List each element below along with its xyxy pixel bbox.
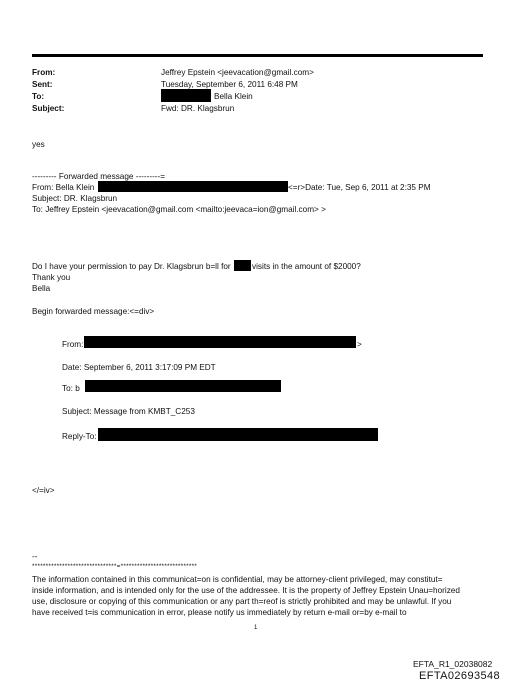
redaction-visits: [234, 260, 251, 271]
fwd-from-suffix: <=r>Date: Tue, Sep 6, 2011 at 2:35 PM: [288, 183, 431, 192]
redaction-inner-reply-to: [98, 428, 378, 441]
disclaimer-line4: have received t=is communication in error, please notify us immediately by return e-mail or=by e-mail to: [32, 608, 407, 617]
disclaimer-dashes: --: [32, 552, 38, 561]
sent-value: Tuesday, September 6, 2011 6:48 PM: [161, 80, 298, 89]
redaction-to: [161, 89, 211, 102]
disclaimer-line3: use, disclosure or copying of this communication or any part th=reof is strictly prohibited and may be unlawful. If you: [32, 597, 452, 606]
from-label: From:: [32, 68, 56, 77]
inner-from-tail: >: [357, 340, 362, 349]
disclaimer-stars: *******************************=****************************: [32, 563, 198, 570]
question-part2: visits in the amount of $2000?: [252, 262, 361, 271]
close-div-text: </=iv>: [32, 486, 55, 495]
header-rule: [32, 54, 483, 57]
inner-from-label: From:: [62, 340, 84, 349]
thanks-text: Thank you: [32, 273, 71, 282]
fwd-from-label: From: Bella Klein: [32, 183, 95, 192]
page-number: 1: [254, 625, 258, 631]
fwd-subject: Subject: DR. Klagsbrun: [32, 194, 118, 203]
reply-text: yes: [32, 140, 45, 149]
forwarded-divider: --------- Forwarded message ---------=: [32, 172, 166, 181]
begin-forwarded: Begin forwarded message:<=div>: [32, 307, 155, 316]
subject-label: Subject:: [32, 104, 65, 113]
redaction-fwd-from: [98, 181, 288, 192]
subject-value: Fwd: DR. Klagsbrun: [161, 104, 235, 113]
signoff-text: Bella: [32, 284, 51, 293]
bates-id-primary: EFTA_R1_02038082: [413, 659, 493, 669]
bates-id-secondary: EFTA02693548: [419, 670, 501, 682]
disclaimer-line1: The information contained in this communicat=on is confidential, may be attorney-client privileged, may constitut=: [32, 575, 443, 584]
sent-label: Sent:: [32, 80, 53, 89]
disclaimer-line2: inside information, and is intended only for the use of the addressee. It is the property of Jeffrey Epstein Unau=horized: [32, 586, 460, 595]
redaction-inner-to: [85, 380, 281, 392]
inner-to-label: To: b: [62, 384, 80, 393]
to-label: To:: [32, 92, 45, 101]
redaction-inner-from: [84, 336, 356, 348]
question-part1: Do I have your permission to pay Dr. Klagsbrun b=ll for: [32, 262, 231, 271]
from-value: Jeffrey Epstein <jeevacation@gmail.com>: [161, 68, 314, 77]
inner-date: Date: September 6, 2011 3:17:09 PM EDT: [62, 363, 216, 372]
inner-subject: Subject: Message from KMBT_C253: [62, 407, 195, 416]
fwd-to: To: Jeffrey Epstein <jeevacation@gmail.com <mailto:jeevaca=ion@gmail.com> >: [32, 205, 326, 214]
to-value: Bella Klein: [214, 92, 253, 101]
inner-reply-to-label: Reply-To:: [62, 432, 97, 441]
